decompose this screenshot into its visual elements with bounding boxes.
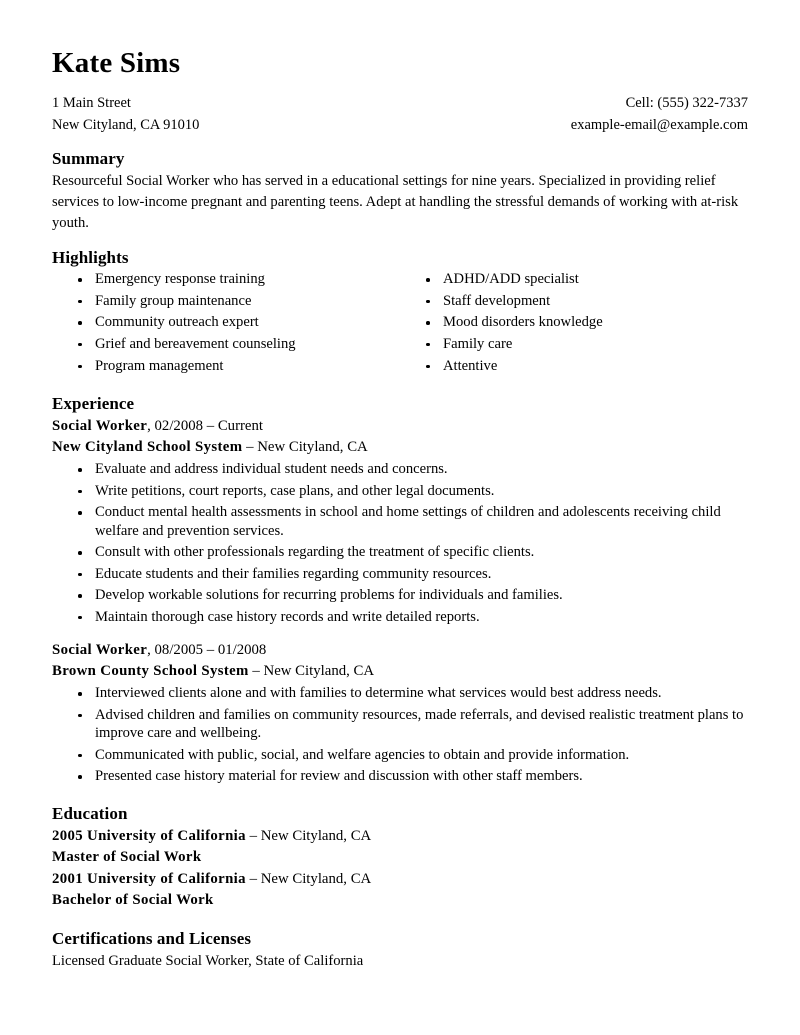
list-item: Community outreach expert	[52, 313, 400, 332]
education-location: New Cityland, CA	[260, 827, 372, 844]
job-company: Brown County School System	[52, 663, 249, 680]
list-item: Communicated with public, social, and welfare agencies to obtain and provide information.	[52, 746, 748, 765]
job-location: New Cityland, CA	[257, 439, 368, 456]
job-company-line	[52, 437, 748, 458]
education-entry	[52, 869, 748, 911]
separator-dash: –	[249, 827, 257, 844]
section-summary	[52, 149, 748, 235]
job-company: New Cityland School System	[52, 439, 243, 456]
separator-dash: –	[252, 663, 260, 680]
separator-dash: –	[246, 439, 254, 456]
job-title: Social Worker	[52, 418, 148, 435]
job-title-line	[52, 416, 748, 437]
highlights-right-list	[400, 270, 748, 375]
address-line-2: New Cityland, CA 91010	[52, 117, 200, 134]
job-title-comma: ,	[147, 418, 151, 435]
education-school-line	[52, 826, 748, 847]
phone-text: Cell: (555) 322-7337	[625, 95, 748, 111]
list-item: Write petitions, court reports, case plans, and other legal documents.	[52, 482, 748, 501]
job-title: Social Worker	[52, 642, 148, 659]
education-degree: Master of Social Work	[52, 848, 202, 865]
section-highlights	[52, 248, 748, 378]
section-title-education: Education	[52, 803, 128, 823]
section-title-summary: Summary	[52, 148, 125, 168]
list-item: Evaluate and address individual student needs and concerns.	[52, 460, 748, 479]
highlights-right-column	[400, 270, 748, 378]
education-location: New Cityland, CA	[260, 870, 372, 887]
list-item: Staff development	[400, 292, 748, 311]
list-item: Maintain thorough case history records and write detailed reports.	[52, 608, 748, 627]
summary-text: Resourceful Social Worker who has served in a educational settings for nine years. Specialized in providing relief services to low-income pregnant and parenting teens. Adept at handling the stressful demands of working with at-risk youth.	[52, 172, 739, 232]
page-title: Kate Sims	[52, 47, 181, 79]
job-bullets-list	[52, 460, 748, 626]
job-title-line	[52, 640, 748, 661]
list-item: Advised children and families on community resources, made referrals, and devised realistic treatment plans to improve care and wellbeing.	[52, 706, 748, 743]
education-school-line	[52, 869, 748, 890]
section-title-certifications: Certifications and Licenses	[52, 928, 252, 948]
education-school: 2005 University of California	[52, 827, 246, 844]
list-item: Emergency response training	[52, 270, 400, 289]
certifications-text: Licensed Graduate Social Worker, State of California	[52, 952, 364, 969]
education-entry	[52, 826, 748, 868]
list-item: Attentive	[400, 357, 748, 376]
list-item: Program management	[52, 357, 400, 376]
list-item: Family care	[400, 335, 748, 354]
list-item: Conduct mental health assessments in school and home settings of children and adolescents receiving child welfare and prevention services.	[52, 503, 748, 540]
separator-dash: –	[249, 870, 257, 887]
highlights-columns	[52, 270, 748, 378]
section-experience	[52, 394, 748, 786]
education-school: 2001 University of California	[52, 870, 246, 887]
list-item: Develop workable solutions for recurring problems for individuals and families.	[52, 586, 748, 605]
list-item: Educate students and their families regarding community resources.	[52, 565, 748, 584]
experience-entry	[52, 416, 748, 626]
contact-block	[571, 92, 748, 136]
section-education	[52, 804, 748, 911]
job-company-line	[52, 661, 748, 682]
highlights-left-column	[52, 270, 400, 378]
job-title-comma: ,	[147, 642, 151, 659]
list-item: ADHD/ADD specialist	[400, 270, 748, 289]
section-certifications	[52, 929, 748, 972]
email-text: example-email@example.com	[570, 117, 748, 134]
list-item: Presented case history material for review and discussion with other staff members.	[52, 767, 748, 786]
address-line-1: 1 Main Street	[52, 95, 131, 112]
list-item: Family group maintenance	[52, 292, 400, 311]
job-dates: 08/2005 – 01/2008	[154, 642, 267, 659]
job-location: New Cityland, CA	[263, 663, 375, 680]
list-item: Consult with other professionals regarding the treatment of specific clients.	[52, 543, 748, 562]
resume-content	[52, 48, 748, 972]
resume-header	[52, 48, 748, 137]
list-item: Mood disorders knowledge	[400, 313, 748, 332]
section-title-experience: Experience	[52, 394, 135, 414]
highlights-left-list	[52, 270, 400, 375]
job-dates: 02/2008 – Current	[154, 418, 264, 435]
job-bullets-list	[52, 684, 748, 786]
experience-entry	[52, 640, 748, 786]
list-item: Grief and bereavement counseling	[52, 335, 400, 354]
list-item: Interviewed clients alone and with families to determine what services would best address needs.	[52, 684, 748, 703]
education-degree: Bachelor of Social Work	[52, 891, 214, 908]
section-title-highlights: Highlights	[52, 248, 129, 268]
